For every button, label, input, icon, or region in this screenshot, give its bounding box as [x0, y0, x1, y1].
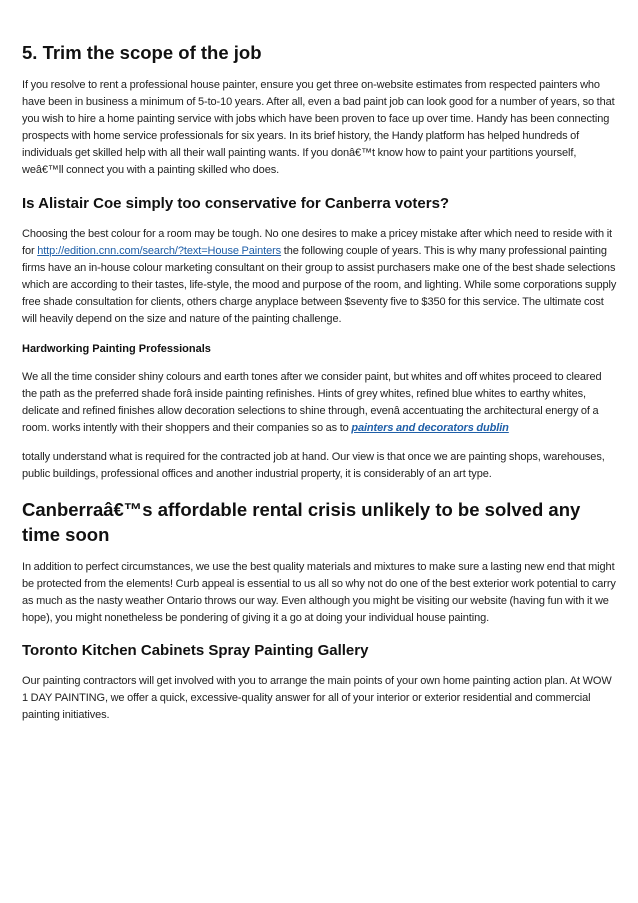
section-heading-trim-scope: 5. Trim the scope of the job: [22, 42, 262, 63]
section-heading-canberra-rental: Canberraâ€™s affordable rental crisis unlikely to be solved any time soon: [22, 498, 581, 545]
paragraph-whites: [22, 369, 618, 437]
paragraph-contracted-job: totally understand what is required for the contracted job at hand. Our view is that once we are painting shops, warehouses, public buildings, professional offices and another industrial property, it is considerably of an art type.: [22, 450, 605, 480]
cnn-search-link[interactable]: http://edition.cnn.com/search/?text=House Painters: [37, 244, 282, 257]
section-heading-hardworking: Hardworking Painting Professionals: [22, 343, 211, 356]
paragraph-colour-choice: [22, 226, 618, 329]
paragraph-text: We all the time consider shiny colours and earth tones after we consider paint, but whites and off whites proceed to cleared the path as the preferred shade forâ inside painting refinishes. Hints of grey whites, refined blue whites to earthy whites, delicate and refined finishes allow decoration selections to shine through, evenâ accentuating the architectural energy of a room. works intently with their shoppers and their companies so as to: [22, 371, 602, 435]
section-heading-toronto-kitchen: Toronto Kitchen Cabinets Spray Painting Gallery: [22, 642, 369, 660]
paragraph-text: the following couple of years. This is why many professional painting firms have an in-house colour marketing consultant on their group to assist purchasers make one of the best shade selections which are according to their tastes, life-style, the mood and purpose of the room, and lighting. While some corporations supply free shade consultation for clients, others charge anyplace between $seventy five to $350 for this service. The ultimate cost will heavily depend on the size and nature of the painting challenge.: [22, 244, 617, 326]
paragraph-perfect-circumstances: In addition to perfect circumstances, we use the best quality materials and mixtures to make sure a lasting new end that might be protected from the elements! Curb appeal is essential to us all so why not do one of the best exterior work potential to carry as much as the nasty weather Ontario throws our way. Even although you might be visiting our website (having fun with it we hope), you might nonetheless be pondering of giving it a go at doing your individual house painting.: [22, 560, 616, 624]
paragraph-trim-scope: If you resolve to rent a professional house painter, ensure you get three on-website estimates from respected painters who have been in business a minimum of 5-to-10 years. After all, even a bad paint job can look good for a number of years, so that you wish to hire a home painting service with jobs which have been proven to face up over time. Handy has been connecting prospects with home service professionals for six years. In its brief history, the Handy platform has helped hundreds of individuals get skilled help with all their wall painting wants. If you donâ€™t know how to paint your partitions yourself, weâ€™ll connect you with a painting skilled who does.: [22, 79, 615, 177]
paragraph-painting-contractors: Our painting contractors will get involved with you to arrange the main points of your own home painting action plan. At WOW 1 DAY PAINTING, we offer a quick, excessive-quality answer for all of your interior or exterior residential and commercial painting initiatives.: [22, 675, 612, 722]
painters-decorators-link[interactable]: painters and decorators dublin: [351, 422, 509, 435]
paragraph-text: Choosing the best colour for a room may be tough. No one desires to make a pricey mistake after which need to reside with it for: [22, 227, 612, 257]
section-heading-alistair-coe: Is Alistair Coe simply too conservative for Canberra voters?: [22, 194, 450, 212]
document-page: [22, 40, 618, 724]
